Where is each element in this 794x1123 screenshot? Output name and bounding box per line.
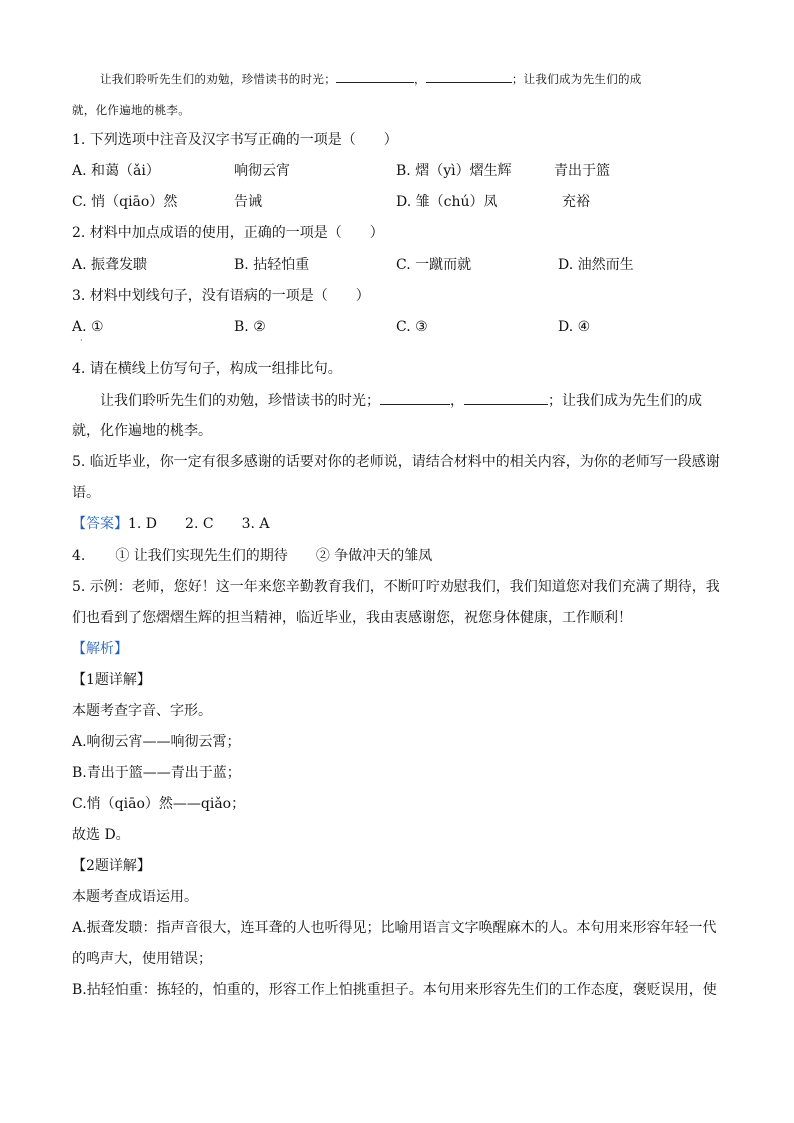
answer-4-part-1: ① 让我们实现先生们的期待 <box>115 548 288 564</box>
q4-line-2: 就，化作遍地的桃李。 <box>72 423 212 439</box>
q1-option-b: B. 熠（yì）熠生辉 <box>396 163 512 179</box>
analysis-2-a-line-1: A.振聋发聩：指声音很大，连耳聋的人也听得见；比喻用语言文字唤醒麻木的人。本句用来形容年轻一代 <box>72 920 717 936</box>
q3-stem: 3. 材料中划线句子，没有语病的一项是（ ） <box>72 288 370 304</box>
answer-line <box>72 514 270 534</box>
q2-option-b: B. 拈轻怕重 <box>234 257 310 273</box>
q1-stem: 1. 下列选项中注音及汉字书写正确的一项是（ ） <box>72 132 398 148</box>
blank-field[interactable] <box>336 68 414 83</box>
q1-option-d-word: 充裕 <box>562 194 590 210</box>
q1-option-a: A. 和蔼（ǎi） <box>72 163 160 179</box>
q3-option-c: C. ③ <box>396 319 428 335</box>
analysis-1-intro: 本题考查字音、字形。 <box>72 703 212 719</box>
q2-option-a: A. 振聋发聩 <box>72 257 148 273</box>
q3-option-a: A. ① <box>72 319 104 335</box>
answer-3: 3. A <box>241 516 270 532</box>
q4-sep: ， <box>450 393 464 409</box>
q1-option-d: D. 雏（chú）凤 <box>396 194 498 210</box>
blank-field[interactable] <box>380 390 450 405</box>
intro-line-2: 就，化作遍地的桃李。 <box>72 103 190 117</box>
q1-option-c-word: 告诫 <box>234 194 262 210</box>
q5-line-1: 5. 临近毕业，你一定有很多感谢的话要对你的老师说，请结合材料中的相关内容，为你的老师写一段感谢 <box>72 454 720 470</box>
intro-text-b: ；让我们成为先生们的成 <box>511 72 642 86</box>
answer-1: 1. D <box>128 516 158 532</box>
analysis-1-conclusion: 故选 D。 <box>72 827 130 843</box>
q2-stem: 2. 材料中加点成语的使用，正确的一项是（ ） <box>72 225 384 241</box>
analysis-1-c: C.悄（qiāo）然——qiǎo； <box>72 796 246 812</box>
q4-line-1 <box>100 390 702 411</box>
answer-4-num: 4. <box>72 548 86 564</box>
analysis-2-a-line-2: 的鸣声大，使用错误； <box>72 951 212 967</box>
q4-text-a: 让我们聆听先生们的劝勉，珍惜读书的时光； <box>100 393 380 409</box>
q2-option-d: D. 油然而生 <box>558 257 634 273</box>
answer-5-line-2: 们也看到了您熠熠生辉的担当精神，临近毕业，我由衷感谢您，祝您身体健康，工作顺利！ <box>72 610 632 626</box>
analysis-1-title: 【1题详解】 <box>72 672 151 688</box>
q1-option-a-word: 响彻云宵 <box>234 163 290 179</box>
intro-sep: ， <box>414 72 426 86</box>
blank-field[interactable] <box>464 390 548 405</box>
analysis-1-b: B.青出于篮——青出于蓝； <box>72 765 241 781</box>
answer-5-line-1: 5. 示例：老师，您好！这一年来您辛勤教育我们，不断叮咛劝慰我们，我们知道您对我们充满了期待，我 <box>72 579 720 595</box>
q1-option-c: C. 悄（qiāo）然 <box>72 194 178 210</box>
answer-4-part-2: ② 争做冲天的雏凤 <box>315 548 433 564</box>
analysis-2-b-line-1: B.拈轻怕重：拣轻的，怕重的，形容工作上怕挑重担子。本句用来形容先生们的工作态度，褒贬误用，使 <box>72 982 717 998</box>
analysis-tag: 【解析】 <box>72 641 128 657</box>
blank-field[interactable] <box>426 68 512 83</box>
analysis-2-title: 【2题详解】 <box>72 858 151 874</box>
q3-option-d: D. ④ <box>558 319 591 335</box>
emphasis-dot: · <box>80 336 83 345</box>
q4-text-b: ；让我们成为先生们的成 <box>548 393 702 409</box>
answer-tag: 【答案】 <box>72 516 128 532</box>
intro-text-a: 让我们聆听先生们的劝勉，珍惜读书的时光； <box>100 72 336 86</box>
q4-stem: 4. 请在横线上仿写句子，构成一组排比句。 <box>72 361 342 377</box>
analysis-1-a: A.响彻云宵——响彻云霄； <box>72 734 241 750</box>
q5-line-2: 语。 <box>72 485 100 501</box>
analysis-2-intro: 本题考查成语运用。 <box>72 889 198 905</box>
q2-option-c: C. 一蹴而就 <box>396 257 472 273</box>
intro-line-1 <box>100 68 642 89</box>
q3-option-b: B. ② <box>234 319 266 335</box>
answer-2: 2. C <box>185 516 214 532</box>
answer-4-line <box>72 546 432 566</box>
q1-option-b-word: 青出于篮 <box>554 163 610 179</box>
